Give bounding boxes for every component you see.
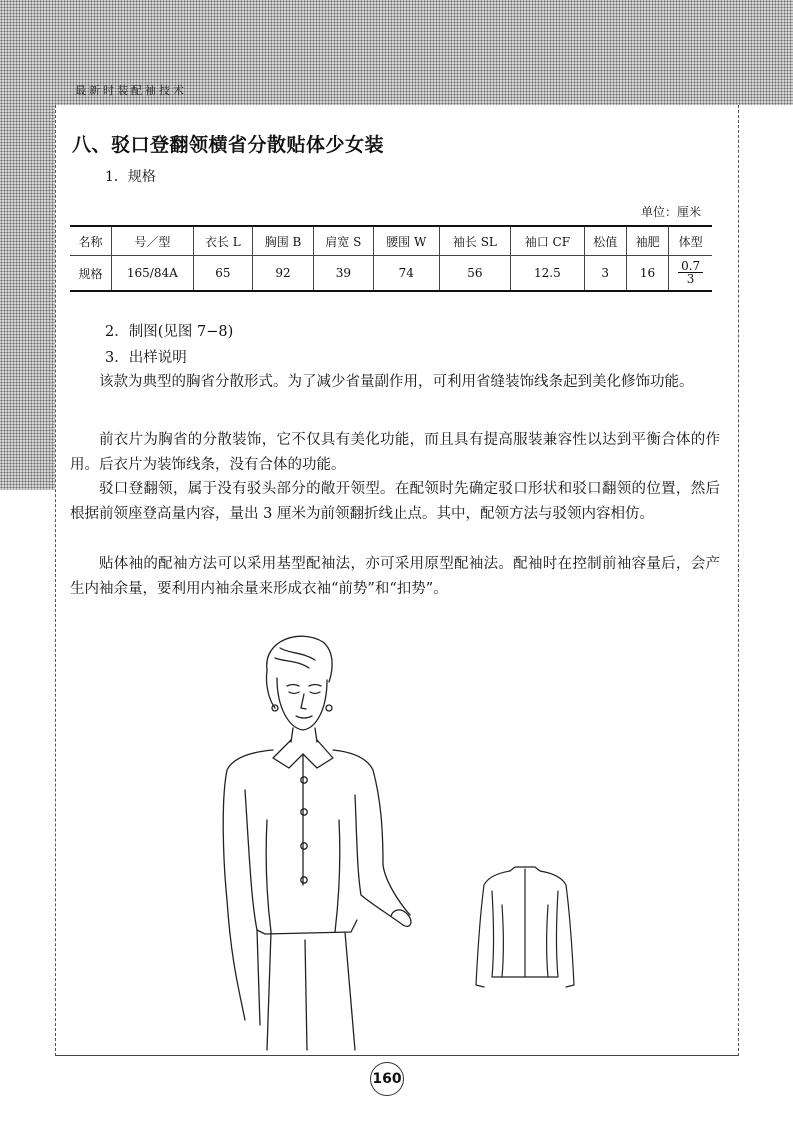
header-cell: 腰围 W [373, 226, 439, 256]
eyebrows [287, 685, 321, 687]
header-cell: 名称 [70, 226, 112, 256]
header-cell: 松值 [584, 226, 626, 256]
header-cell: 袖肥 [626, 226, 668, 256]
button [301, 809, 307, 815]
front-view-illustration [205, 630, 445, 1055]
paragraph: 该款为典型的胸省分散形式。为了减少省量副作用，可利用省缝装饰线条起到美化修饰功能。 [99, 374, 694, 390]
right-sleeve-outer [333, 750, 410, 915]
value-cell: 56 [439, 256, 511, 292]
left-sleeve-outer [223, 750, 273, 1020]
drafting-heading: 2．制图(见图 7−8) [105, 324, 234, 340]
paragraph: 贴体袖的配袖方法可以采用基型配袖法，亦可采用原型配袖法。配袖时在控制前袖容量后，会产生内袖余量，要利用内袖余量来形成衣袖“前势”和“扣势”。 [70, 556, 720, 597]
running-head: 最新时装配袖技术 [75, 84, 187, 97]
back-view-illustration [470, 865, 580, 995]
hair-side [266, 670, 275, 708]
spec-table-value-row [70, 256, 712, 292]
spec-table [70, 225, 712, 292]
row-label: 规格 [78, 266, 103, 281]
value-cell: 39 [313, 256, 373, 292]
page-number: 160 [370, 1062, 404, 1096]
right-sleeve-inner [355, 795, 403, 925]
sample-notes-heading: 3．出样说明 [105, 350, 187, 366]
fraction-numerator: 0.7 [678, 260, 703, 273]
paragraph: 驳口登翻领，属于没有驳头部分的敞开领型。在配领时先确定驳口形状和驳口翻领的位置，然后根据前领座登高量内容，量出 3 厘米为前领翻折线止点。其中，配领方法与驳领内容相仿。 [70, 481, 720, 522]
eyes [289, 692, 320, 694]
unit-label: 单位：厘米 [640, 205, 701, 219]
header-cell: 体型 [669, 226, 712, 256]
header-cell: 袖长 SL [439, 226, 511, 256]
value-cell: 165/84A [112, 256, 194, 292]
hair-strands [275, 648, 315, 668]
button [301, 877, 307, 883]
value-cell: 16 [626, 256, 668, 292]
value-cell: 3 [584, 256, 626, 292]
body-type-cell [669, 256, 712, 292]
value-cell: 12.5 [511, 256, 584, 292]
value-cell: 65 [193, 256, 253, 292]
header-cell: 号／型 [112, 226, 194, 256]
earring-right [326, 705, 332, 711]
header-cell: 肩宽 S [313, 226, 373, 256]
jacket-hem [257, 920, 357, 934]
lower-garment [267, 932, 355, 1050]
mouth [296, 716, 312, 718]
spec-heading: 1．规格 [105, 169, 156, 185]
fraction-denominator: 3 [686, 272, 695, 286]
body-type-fraction [678, 260, 703, 285]
paragraph: 前衣片为胸省的分散装饰，它不仅具有美化功能，而且具有提高服装兼容性以达到平衡合体的作用。后衣片为装饰线条，没有合体的功能。 [70, 432, 720, 473]
section-title: 八、驳口登翻领横省分散贴体少女装 [72, 134, 385, 156]
button [301, 843, 307, 849]
value-cell: 74 [373, 256, 439, 292]
header-cell: 胸围 B [253, 226, 314, 256]
spec-table-header-row [70, 226, 712, 256]
value-cell: 92 [253, 256, 314, 292]
header-cell: 袖口 CF [511, 226, 584, 256]
left-sleeve-inner [245, 790, 260, 1025]
header-cell: 衣长 L [193, 226, 253, 256]
nose [301, 694, 306, 709]
button [301, 777, 307, 783]
